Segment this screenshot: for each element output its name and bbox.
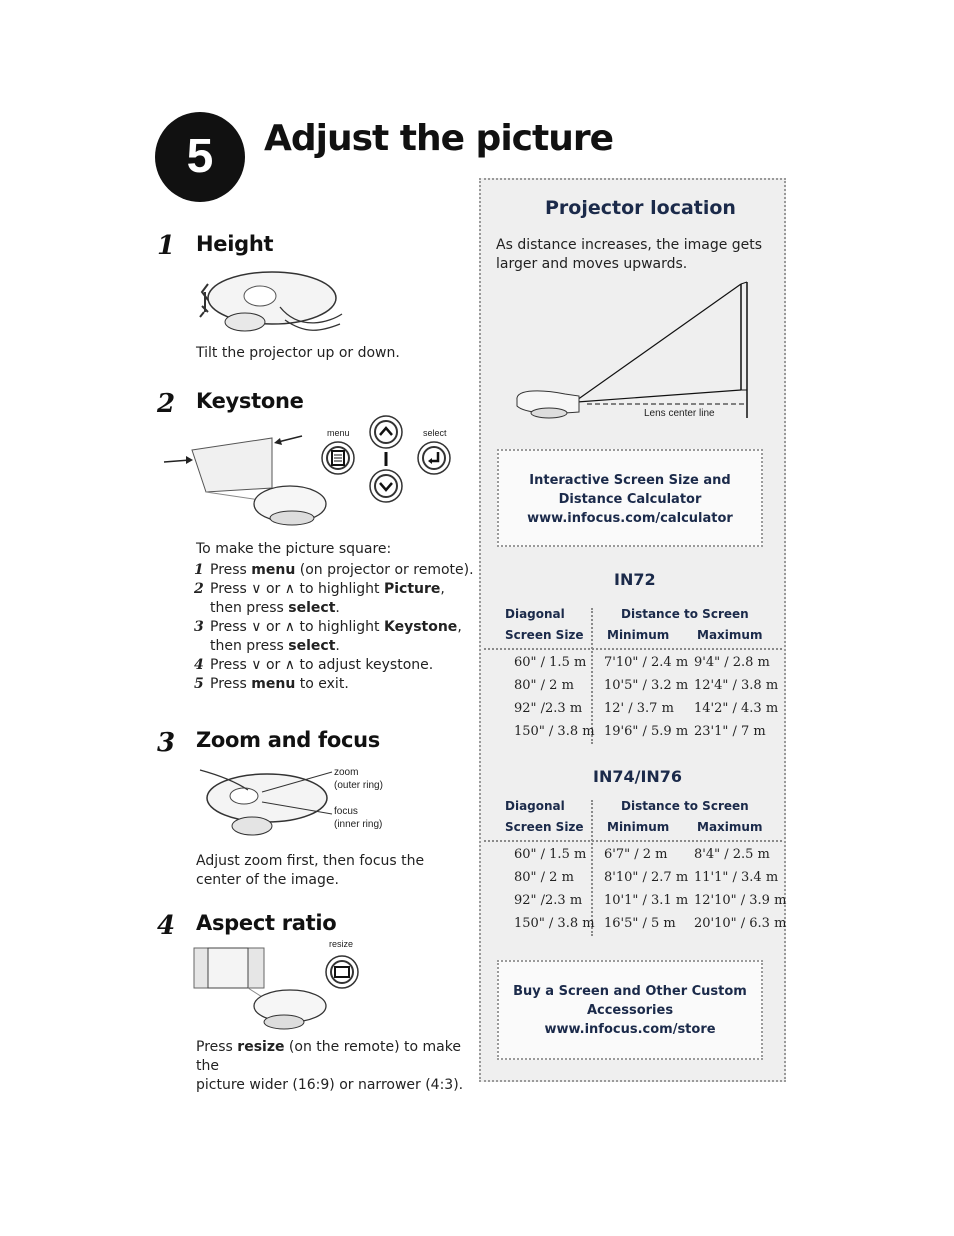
keystone-steps: 1 Press menu (on projector or remote). 2 Press ∨ or ∧ to highlight Picture, then press select. 3 Press ∨ or ∧ to highlight Keystone, then press select. 4 Press ∨ or ∧ to adjust keystone. 5 Press menu to exit. <box>194 562 474 692</box>
in72-hdr-minimum: Minimum <box>607 628 670 642</box>
keystone-illustration <box>160 430 330 530</box>
store-link-box[interactable]: Buy a Screen and Other Custom Accessories www.infocus.com/store <box>497 960 763 1060</box>
in72-hdr-screen-size: Screen Size <box>505 628 584 642</box>
height-caption: Tilt the projector up or down. <box>196 345 400 361</box>
menu-button-icon <box>322 442 354 474</box>
in72-hdr-distance: Distance to Screen <box>621 607 749 621</box>
store-url[interactable]: www.infocus.com/store <box>544 1022 716 1037</box>
select-button-icon <box>418 442 450 474</box>
section-number-aspect: 4 <box>157 911 176 941</box>
down-button-icon <box>370 470 402 502</box>
table-row: 60" / 1.5 m 6'7" / 2 m 8'4" / 2.5 m <box>514 847 770 862</box>
panel-description: As distance increases, the image gets larger and moves upwards. <box>496 237 763 272</box>
table-row: 92" /2.3 m 12' / 3.7 m 14'2" / 4.3 m <box>514 701 779 716</box>
section-number-zoom: 3 <box>157 728 176 758</box>
menu-button-label: menu <box>327 428 350 438</box>
calculator-link-box[interactable]: Interactive Screen Size and Distance Calculator www.infocus.com/calculator <box>497 449 763 547</box>
aspect-ratio-illustration <box>190 944 365 1036</box>
calculator-url[interactable]: www.infocus.com/calculator <box>527 511 733 526</box>
resize-button-icon <box>326 956 358 988</box>
table-row: 80" / 2 m 8'10" / 2.7 m 11'1" / 3.4 m <box>514 870 779 885</box>
in72-table <box>514 651 778 743</box>
panel-title: Projector location <box>545 197 736 219</box>
section-title-keystone: Keystone <box>196 389 304 413</box>
zoom-callout: zoom (outer ring) <box>334 767 383 791</box>
page-title: Adjust the picture <box>264 118 614 159</box>
select-button-label: select <box>423 428 447 438</box>
table-row: 60" / 1.5 m 7'10" / 2.4 m 9'4" / 2.8 m <box>514 655 770 670</box>
zoom-caption: Adjust zoom first, then focus the center of the image. <box>196 853 425 888</box>
section-title-height: Height <box>196 232 274 256</box>
in72-hdr-diagonal: Diagonal <box>505 607 565 621</box>
in74-table <box>514 843 786 935</box>
projector-tilt-illustration <box>190 262 360 342</box>
keypad-illustration <box>318 410 458 504</box>
resize-button-label: resize <box>329 939 354 949</box>
keystone-step-3: 3 Press ∨ or ∧ to highlight Keystone, <box>194 619 462 635</box>
in74-hdr-minimum: Minimum <box>607 820 670 834</box>
section-number-keystone: 2 <box>157 389 176 419</box>
step-number-badge: 5 <box>155 112 245 202</box>
table-row: 150" / 3.8 m 19'6" / 5.9 m 23'1" / 7 m <box>514 724 766 739</box>
zoom-focus-illustration <box>192 762 342 844</box>
section-title-zoom: Zoom and focus <box>196 728 381 752</box>
keystone-step-2: 2 Press ∨ or ∧ to highlight Picture, <box>194 581 445 597</box>
lens-center-line-label: Lens center line <box>644 408 715 419</box>
keystone-step-1: 1 Press menu (on projector or remote). <box>194 562 474 578</box>
in74-hdr-screen-size: Screen Size <box>505 820 584 834</box>
keystone-step-4: 4 Press ∨ or ∧ to adjust keystone. <box>194 657 434 673</box>
aspect-caption: Press resize (on the remote) to make the picture wider (16:9) or narrower (4:3). <box>196 1039 464 1093</box>
in72-hdr-maximum: Maximum <box>697 628 763 642</box>
table-row: 150" / 3.8 m 16'5" / 5 m 20'10" / 6.3 m <box>514 916 787 931</box>
focus-callout: focus (inner ring) <box>334 806 383 830</box>
section-title-aspect: Aspect ratio <box>196 911 337 935</box>
projection-distance-diagram <box>505 280 760 422</box>
in74-hdr-distance: Distance to Screen <box>621 799 749 813</box>
table-row: 92" /2.3 m 10'1" / 3.1 m 12'10" / 3.9 m <box>514 893 787 908</box>
section-number-height: 1 <box>157 231 176 261</box>
in74-title: IN74/IN76 <box>593 767 683 786</box>
in72-title: IN72 <box>614 570 656 589</box>
in74-hdr-maximum: Maximum <box>697 820 763 834</box>
table-row: 80" / 2 m 10'5" / 3.2 m 12'4" / 3.8 m <box>514 678 779 693</box>
keystone-intro: To make the picture square: <box>196 541 392 557</box>
up-button-icon <box>370 416 402 448</box>
in74-hdr-diagonal: Diagonal <box>505 799 565 813</box>
keystone-step-5: 5 Press menu to exit. <box>194 676 349 692</box>
